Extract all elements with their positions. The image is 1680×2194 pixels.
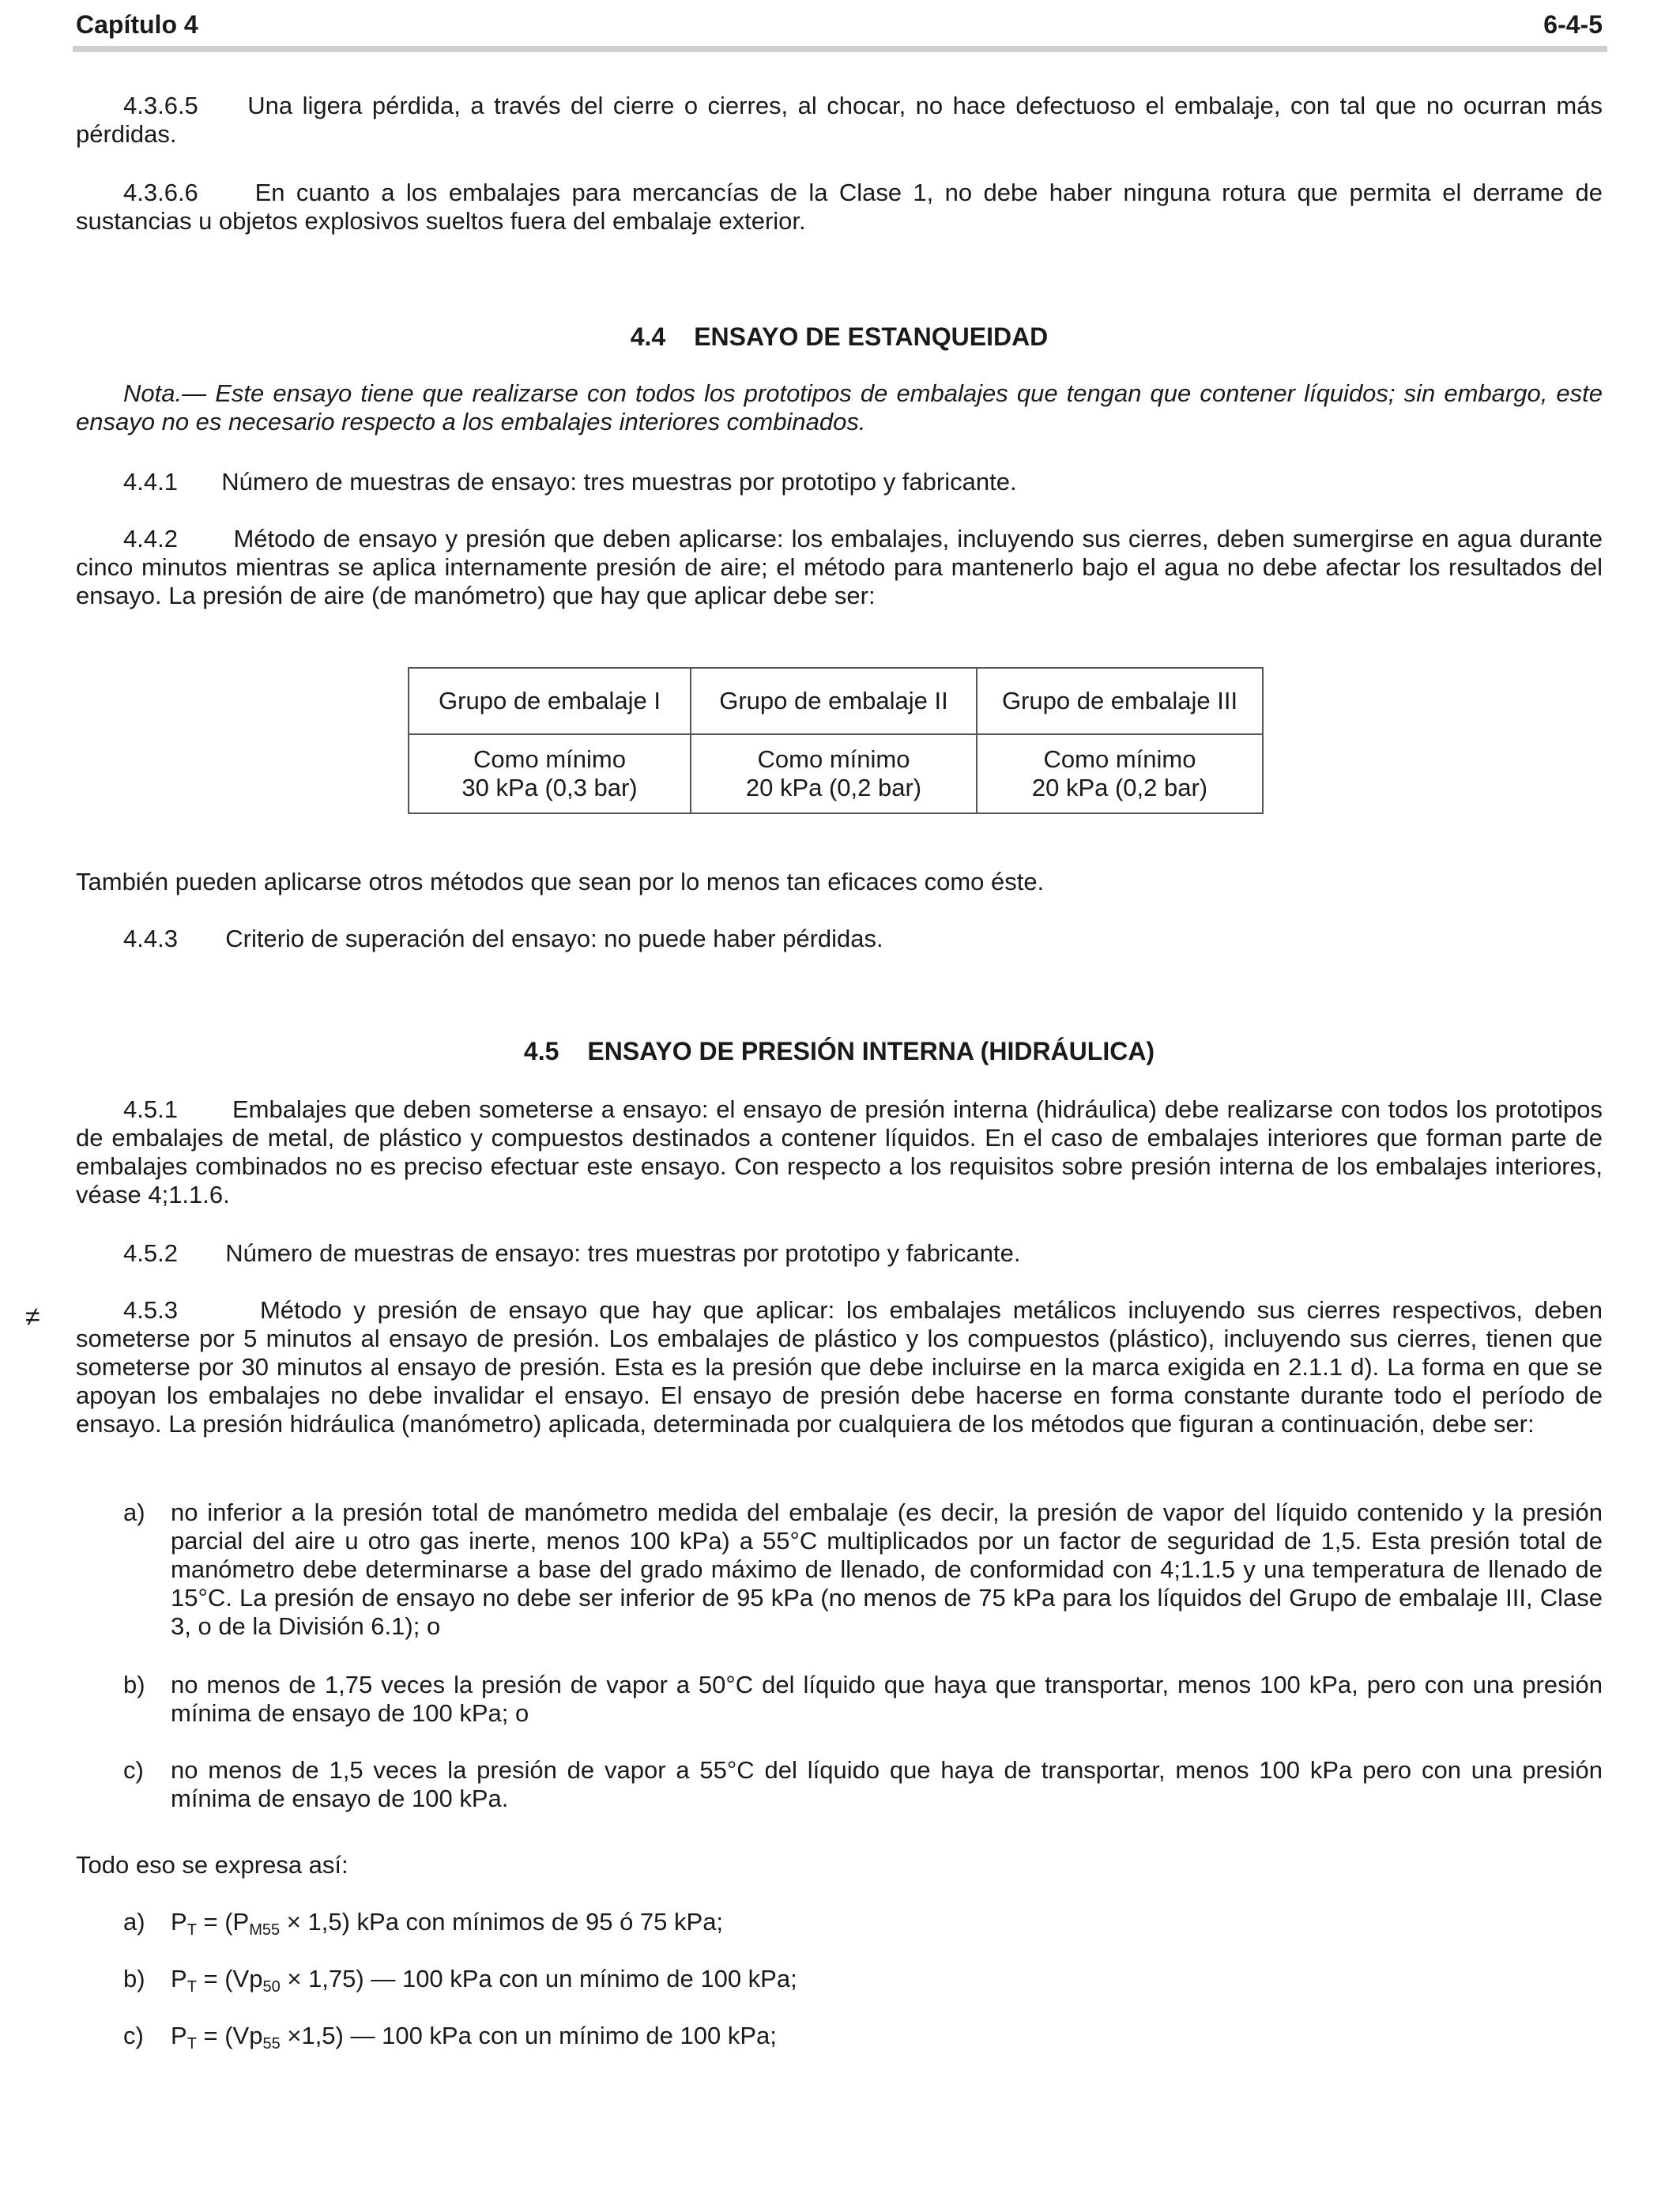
table-header-cell: Grupo de embalaje III: [977, 668, 1263, 734]
section-number: 4.4: [630, 322, 666, 351]
list-label: c): [123, 1756, 144, 1784]
paragraph-number: 4.4.3: [123, 925, 178, 952]
section-heading-4-5: [76, 1037, 1603, 1065]
table-row: [409, 734, 1263, 813]
paragraph-text: En cuanto a los embalajes para mercancías de la Clase 1, no debe haber ninguna rotura que permita el derrame de sustancias u objetos explosivos sueltos fuera del embalaje exterior.: [76, 179, 1603, 235]
table-cell: Como mínimo 30 kPa (0,3 bar): [409, 734, 691, 813]
section-title: ENSAYO DE PRESIÓN INTERNA (HIDRÁULICA): [587, 1037, 1155, 1065]
paragraph-4-5-2: [76, 1239, 1603, 1268]
list-label: b): [123, 1671, 145, 1698]
paragraph-text: Criterio de superación del ensayo: no puede haber pérdidas.: [225, 925, 883, 952]
paragraph-4-5-3: [76, 1296, 1603, 1438]
change-mark: ≠: [25, 1302, 40, 1332]
paragraph-text: Número de muestras de ensayo: tres muestras por prototipo y fabricante.: [221, 468, 1017, 496]
table-header-cell: Grupo de embalaje I: [409, 668, 691, 734]
formula-label: c): [123, 2022, 144, 2049]
list-text: no menos de 1,75 veces la presión de vapor a 50°C del líquido que haya que transportar, menos 100 kPa, pero con una presión mínima de ensayo de 100 kPa; o: [171, 1671, 1603, 1727]
list-item-b: [123, 1671, 1603, 1728]
paragraph-text: Método de ensayo y presión que deben aplicarse: los embalajes, incluyendo sus cierres, deben sumergirse en agua durante cinco minutos mientras se aplica internamente presión de aire; el método para mantenerlo bajo el agua no debe afectar los resultados del ensayo. La presión de aire (de manómetro) que hay que aplicar debe ser:: [76, 525, 1603, 609]
paragraph-number: 4.4.1: [123, 468, 178, 496]
page-header: [76, 5, 1603, 44]
paragraph-number: 4.5.1: [123, 1095, 178, 1123]
section-title: ENSAYO DE ESTANQUEIDAD: [694, 322, 1049, 351]
paragraph-4-4-3: [76, 925, 1603, 953]
section-number: 4.5: [523, 1037, 559, 1065]
formula-label: b): [123, 1965, 145, 1992]
paragraph-4-3-6-6: [76, 179, 1603, 236]
paragraph-number: 4.5.3: [123, 1296, 178, 1324]
list-item-c: [123, 1756, 1603, 1813]
paragraph-number: 4.4.2: [123, 525, 178, 552]
chapter-title: Capítulo 4: [76, 10, 198, 39]
formula-c: c) $P_T = (Vp_{55} \times 1,5)$ — 100 kPa con un mínimo de 100 kPa;: [123, 2022, 777, 2053]
paragraph-text: Método y presión de ensayo que hay que aplicar: los embalajes metálicos incluyendo sus cierres respectivos, deben someterse por 5 minutos al ensayo de presión. Los embalajes de plástico y los compuestos (plástico), incluyendo sus cierres, tienen que someterse por 30 minutos al ensayo de presión. Esta es la presión que debe incluirse en la marca exigida en 2.1.1 d). La forma en que se apoyan los embalajes no debe invalidar el ensayo. El ensayo de presión debe hacerse en forma constante durante todo el período de ensayo. La presión hidráulica (manómetro) aplicada, determinada por cualquiera de los métodos que figuran a continuación, debe ser:: [76, 1296, 1603, 1438]
paragraph-text: Embalajes que deben someterse a ensayo: el ensayo de presión interna (hidráulica) debe realizarse con todos los prototipos de embalajes de metal, de plástico y compuestos destinados a contener líquidos. En el caso de embalajes interiores que forman parte de embalajes combinados no es preciso efectuar este ensayo. Con respecto a los requisitos sobre presión interna de los embalajes interiores, véase 4;1.1.6.: [76, 1095, 1603, 1208]
paragraph-4-3-6-5: [76, 92, 1603, 149]
pressure-table: [408, 667, 1264, 814]
paragraph-4-5-1: [76, 1095, 1603, 1209]
paragraph-text: Número de muestras de ensayo: tres muestras por prototipo y fabricante.: [225, 1239, 1021, 1267]
paragraph-tambien: También pueden aplicarse otros métodos que sean por lo menos tan eficaces como éste.: [76, 868, 1045, 895]
note-text: Este ensayo tiene que realizarse con todos los prototipos de embalajes que tengan que contener líquidos; sin embargo, este ensayo no es necesario respecto a los embalajes interiores combinados.: [76, 379, 1603, 435]
paragraph-number: 4.3.6.6: [123, 179, 198, 206]
list-label: a): [123, 1498, 145, 1526]
table-header-cell: Grupo de embalaje II: [691, 668, 977, 734]
paragraph-todo: Todo eso se expresa así:: [76, 1851, 348, 1879]
list-item-a: [123, 1498, 1603, 1641]
list-text: no menos de 1,5 veces la presión de vapor a 55°C del líquido que haya de transportar, menos 100 kPa pero con una presión mínima de ensayo de 100 kPa.: [171, 1756, 1603, 1812]
table-cell: Como mínimo 20 kPa (0,2 bar): [691, 734, 977, 813]
formula-a: a) $P_T = (P_{M55} \times 1,5)$ kPa con mínimos de 95 ó 75 kPa;: [123, 1908, 724, 1939]
paragraph-4-4-2: [76, 525, 1603, 610]
paragraph-number: 4.5.2: [123, 1239, 178, 1267]
page-number: 6-4-5: [1543, 10, 1603, 39]
table-cell: Como mínimo 20 kPa (0,2 bar): [977, 734, 1263, 813]
formula-b: b) $P_T = (Vp_{50} \times 1,75)$ — 100 kPa con un mínimo de 100 kPa;: [123, 1965, 797, 1996]
section-heading-4-4: [76, 322, 1603, 351]
table-header-row: [409, 668, 1263, 734]
formula-label: a): [123, 1908, 145, 1936]
note-label: Nota.—: [123, 379, 207, 407]
header-rule: [73, 46, 1607, 52]
paragraph-text: Una ligera pérdida, a través del cierre o cierres, al chocar, no hace defectuoso el embalaje, con tal que no ocurran más pérdidas.: [76, 92, 1603, 148]
list-text: no inferior a la presión total de manómetro medida del embalaje (es decir, la presión de vapor del líquido contenido y la presión parcial del aire u otro gas inerte, menos 100 kPa) a 55°C multiplicados por un factor de seguridad de 1,5. Esta presión total de manómetro debe determinarse a base del grado máximo de llenado, de conformidad con 4;1.1.5 y una temperatura de llenado de 15°C. La presión de ensayo no debe ser inferior de 95 kPa (no menos de 75 kPa para los líquidos del Grupo de embalaje III, Clase 3, o de la División 6.1); o: [171, 1498, 1603, 1640]
paragraph-number: 4.3.6.5: [123, 92, 198, 119]
paragraph-4-4-1: [76, 468, 1603, 496]
note-4-4: [76, 379, 1603, 436]
